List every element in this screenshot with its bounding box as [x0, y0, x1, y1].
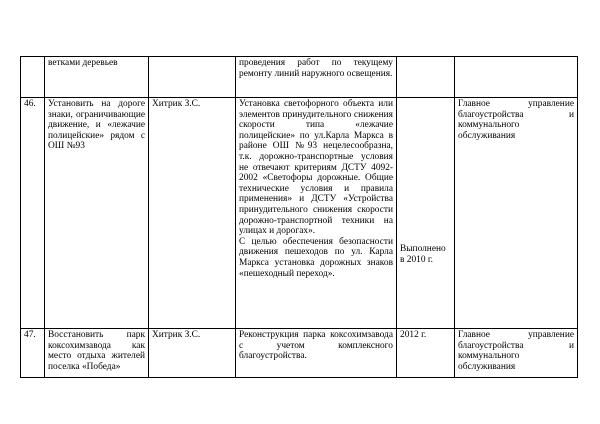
status-cell	[236, 57, 397, 98]
status-cell	[236, 329, 397, 378]
status-paragraph: Реконструкция парка коксохимзавода с учетом комплексного благоустройства.	[239, 330, 393, 362]
responsible-cell: Хитрик З.С.	[149, 98, 236, 329]
term-cell	[397, 98, 455, 329]
term-cell: 2012 г.	[397, 329, 455, 378]
table-row	[21, 57, 578, 98]
measure-cell: Установить на дороге знаки, ограничивающие движение, и «лежачие полицейские» рядом с ОШ №93	[45, 98, 149, 329]
table-row	[21, 329, 578, 378]
executor-cell: Главное управление благоустройства и коммунального обслуживания	[455, 98, 578, 329]
measures-table	[20, 56, 578, 378]
row-number: 47.	[21, 329, 45, 378]
responsible-cell	[149, 57, 236, 98]
status-paragraph: проведения работ по текущему ремонту линий наружного освещения.	[239, 58, 393, 79]
measure-cell: ветками деревьев	[45, 57, 149, 98]
measure-cell: Восстановить парк коксохимзавода как место отдыха жителей поселка «Победа»	[45, 329, 149, 378]
status-paragraph: Установка светофорного объекта или элементов принудительного снижения скорости типа «лежачие полицейские» по ул.Карла Маркса в районе ОШ №93 нецелесообразна, т.к. дорожно-транспортные условия не отвечают критериям ДСТУ 4092-2002 «Светофоры дорожные. Общие технические условия и правила применения» и ДСТУ «Устройства принудительного снижения скорости дорожно-транспортной техники на улицах и дорогах».	[239, 99, 393, 237]
term-text: Выполнено в 2010 г.	[400, 244, 446, 265]
executor-cell: Главное управление благоустройства и коммунального обслуживания	[455, 329, 578, 378]
responsible-cell: Хитрик З.С.	[149, 329, 236, 378]
table-row	[21, 98, 578, 329]
executor-cell	[455, 57, 578, 98]
term-cell	[397, 57, 455, 98]
row-number	[21, 57, 45, 98]
status-paragraph: С целью обеспечения безопасности движения пешеходов по ул. Карла Маркса установка дорожных знаков «пешеходный переход».	[239, 236, 393, 279]
status-cell	[236, 98, 397, 329]
row-number: 46.	[21, 98, 45, 329]
